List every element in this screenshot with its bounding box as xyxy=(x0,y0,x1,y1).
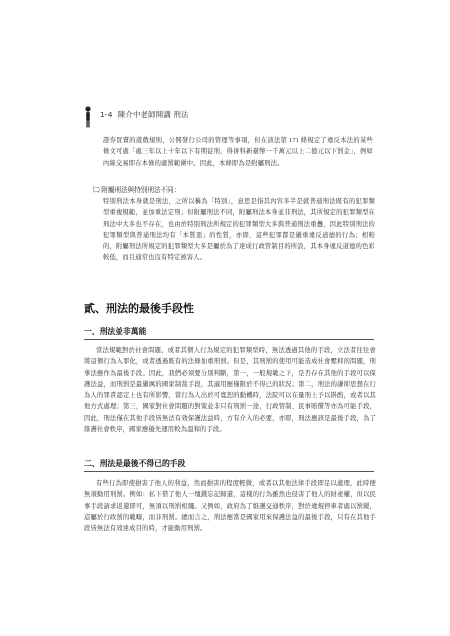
teacher-figure-icon xyxy=(84,106,92,128)
section-underline xyxy=(84,471,374,472)
paragraph-2: 特別刑法本身就是刑法，之所以稱為「特別」，意思是指其內容多半是就普通刑法既有的犯罪類型重複規範，並加重法定刑；但附屬刑法不同，附屬刑法本身並非刑法，其所規定的犯罪類型在刑法中大多也不存在，也由於特別刑法所規定的犯罪類型大多與普通刑法重疊，因此特別刑法的犯罪類型與普通刑法均有「本質惡」的性質，亦即，這些犯罪都是嚴重違反道德的行為；相較的，附屬刑法所規定的犯罪類型大多是屬於為了達成行政管制目的所設，其本身違反道德的色彩較低，而且通常也沒有特定被害人。 xyxy=(103,198,375,262)
section-heading-1 xyxy=(84,326,374,337)
section-underline xyxy=(84,339,374,340)
item-2-heading: ㈡ 附屬刑法與特別刑法不同： xyxy=(93,187,181,194)
header-line xyxy=(100,109,189,120)
paragraph-1: 證券買賣的遊戲規則，公開發行公司的管理等事項，但在該法第 171 條規定了違反本法的某些條文可處「處三年以上十年以下有期徒刑，得併科新臺幣一千萬元以上二億元以下罰金」，例如內線交易即在本條的處罰範圍中。因此，本條即為是附屬刑法。 xyxy=(103,137,373,167)
paragraph-3: 當法規範對於社會問題，或者其個人行為規定的犯罪類型時，無法透過其他的手段，立法者往往會將這個行為入罪化，或者透過既有的法條加重刑罰。但是，其刑罰的使用可能造成社會壓抑的問題，刑事法應作為最後手段。因此，我們必須要分別判斷，第一，一般規範之下，是否存在其他的手段可以保護法益，而刑罰是最嚴厲的國家制裁手段，其適用應僅限於不得已的狀況；第二，刑法的謙抑思想在行為人的罪責認定上也有所影響，當行為人出於可寬恕的動機時，法院可以在量刑上予以斟酌，或者以其他方式處理；第三，國家對社會問題的對策並非只有刑罰一途，行政管制、民事賠償等亦為可能手段，因此，刑法僅在其他手段皆無法有效保護法益時，方有介入的必要，亦即，刑法應該是最後手段，為了維護社會秩序，國家應優先運用較為溫和的手段。 xyxy=(84,347,376,434)
book-title: 陳介中老師開講 刑法 xyxy=(117,110,189,119)
section-title-2: 二、刑法是最後不得已的手段 xyxy=(84,459,186,468)
page-number: 1-4 xyxy=(100,110,113,119)
chapter-title: 貳、刑法的最後手段性 xyxy=(84,302,194,315)
section-title-1: 一、刑法並非萬能 xyxy=(84,327,147,336)
section-heading-2 xyxy=(84,458,374,469)
paragraph-4: 有些行為即使損害了他人的利益，然而損害的程度輕微，或者以其他法律手段即足以處理，此時便無須動用刑罰。例如：私下借了他人一塊錢忘記歸還，這樣的行為雖然也侵害了他人的財產權，但以民事手段請求返還即可，無須以刑罰相繩。又例如，政府為了維護交通秩序，對於違規停車者處以罰鍰，這屬於行政罰的範疇，而非刑罰。總而言之，刑法應當是國家用來保護法益的最後手段，只有在其他手段皆無法有效達成目的時，才能動用刑罰。 xyxy=(84,480,376,533)
